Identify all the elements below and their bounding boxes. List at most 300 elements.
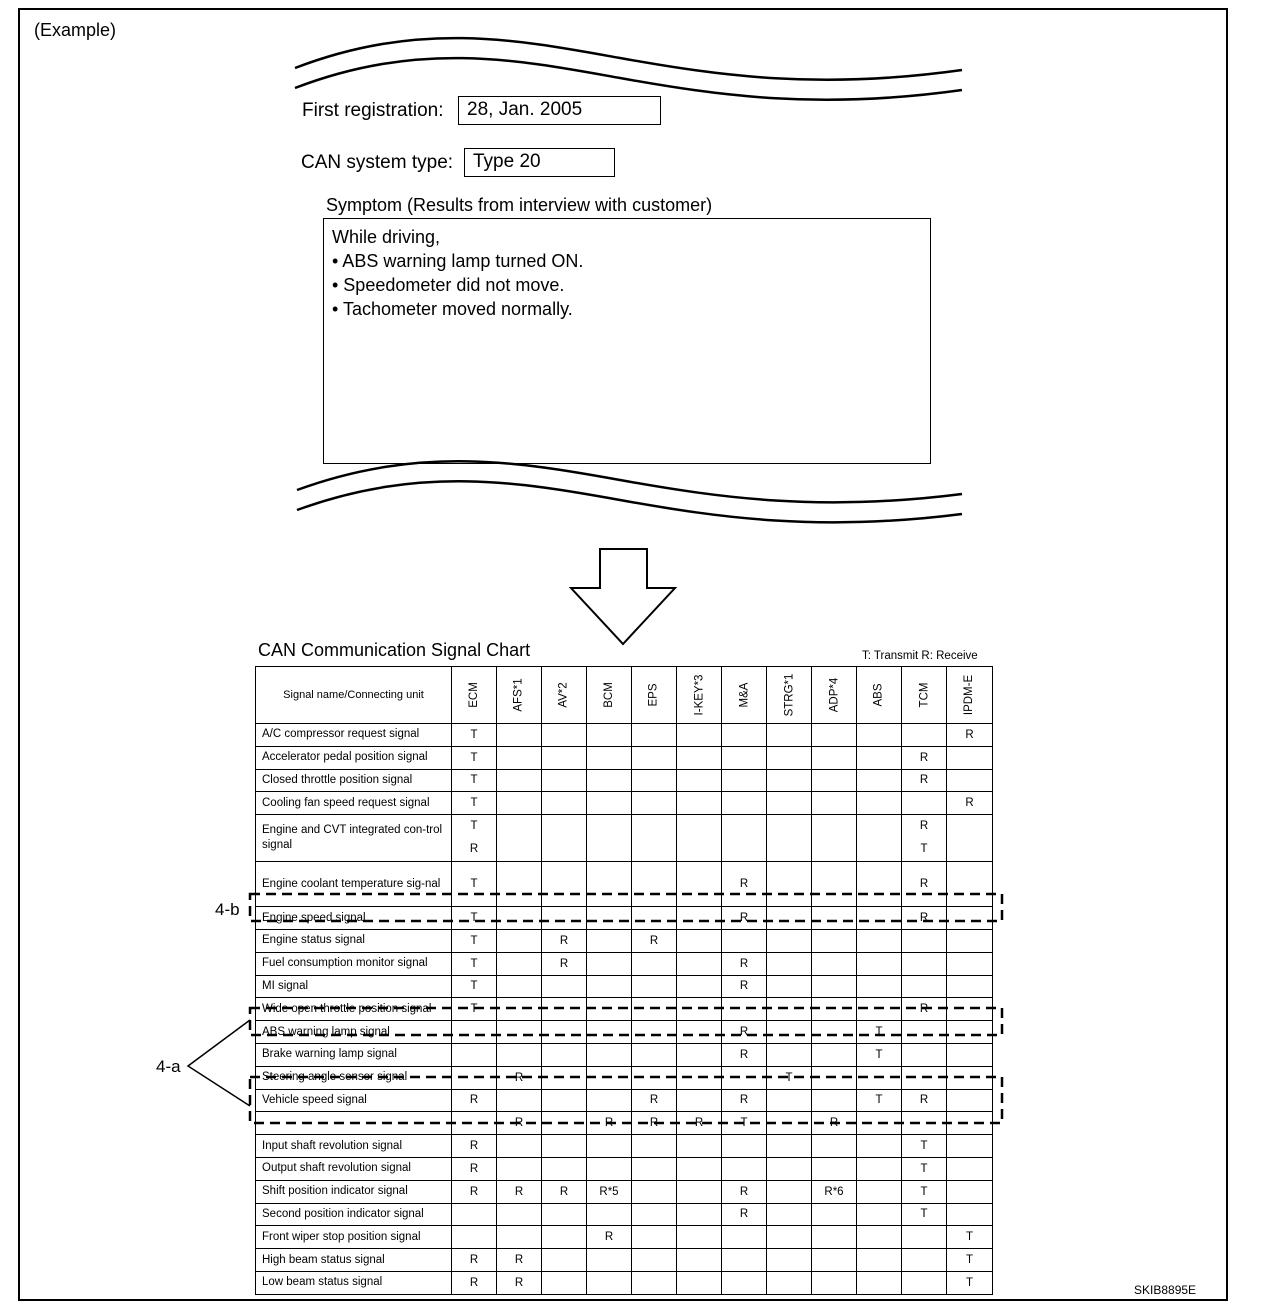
- signal-cell: [902, 1043, 947, 1066]
- can-system-value: Type 20: [464, 148, 615, 177]
- unit-label: STRG*1: [782, 673, 795, 717]
- signal-name-cell: Engine status signal: [256, 929, 452, 952]
- signal-cell: [767, 907, 812, 930]
- signal-cell: [722, 998, 767, 1021]
- signal-cell: [902, 1249, 947, 1272]
- header-unit: [452, 667, 497, 724]
- signal-cell: [902, 929, 947, 952]
- signal-cell: [632, 792, 677, 815]
- signal-cell: [767, 746, 812, 769]
- annotation-4b: 4-b: [215, 900, 240, 919]
- signal-cell: [677, 769, 722, 792]
- signal-cell: R: [452, 1249, 497, 1272]
- signal-cell: [812, 1203, 857, 1226]
- signal-cell: [812, 1135, 857, 1158]
- signal-cell: [677, 862, 722, 907]
- signal-cell: [767, 998, 812, 1021]
- signal-cell: [722, 1157, 767, 1180]
- signal-cell: [587, 1043, 632, 1066]
- signal-cell: R: [722, 952, 767, 975]
- header-unit: [677, 667, 722, 724]
- symptom-label: Symptom (Results from interview with customer): [326, 195, 713, 215]
- signal-cell: [947, 1021, 993, 1044]
- signal-cell: R: [722, 975, 767, 998]
- signal-cell: [587, 792, 632, 815]
- signal-cell: [767, 815, 812, 862]
- table-row: [256, 815, 993, 862]
- signal-cell: [677, 1180, 722, 1203]
- signal-cell: R: [452, 1180, 497, 1203]
- signal-cell: [497, 724, 542, 747]
- signal-cell: [452, 1203, 497, 1226]
- symptom-line: • ABS warning lamp turned ON.: [332, 251, 584, 271]
- signal-cell: [677, 1043, 722, 1066]
- signal-cell: [542, 815, 587, 862]
- unit-label: ADP*4: [828, 677, 840, 713]
- signal-cell: [902, 975, 947, 998]
- signal-cell: [722, 929, 767, 952]
- signal-cell: T: [902, 1135, 947, 1158]
- signal-cell: R: [497, 1066, 542, 1089]
- example-label: (Example): [34, 20, 117, 40]
- signal-cell: T: [947, 1226, 993, 1249]
- header-unit: [722, 667, 767, 724]
- signal-cell: [677, 1157, 722, 1180]
- signal-cell: [677, 907, 722, 930]
- signal-cell: R: [632, 929, 677, 952]
- signal-cell: [632, 1226, 677, 1249]
- signal-cell: [767, 1043, 812, 1066]
- signal-cell: [902, 1021, 947, 1044]
- signal-cell: [722, 769, 767, 792]
- signal-cell: [812, 769, 857, 792]
- signal-cell: R: [542, 929, 587, 952]
- signal-name-cell: Output shaft revolution signal: [256, 1157, 452, 1180]
- signal-cell: [767, 724, 812, 747]
- signal-cell: [812, 746, 857, 769]
- signal-cell: [677, 998, 722, 1021]
- signal-cell: [632, 746, 677, 769]
- signal-cell: R: [497, 1180, 542, 1203]
- signal-cell: [767, 1089, 812, 1112]
- signal-cell: T: [902, 1203, 947, 1226]
- signal-cell: [857, 952, 902, 975]
- signal-cell: [497, 975, 542, 998]
- signal-cell: [857, 792, 902, 815]
- signal-cell: [902, 724, 947, 747]
- signal-cell: [497, 907, 542, 930]
- table-body: [256, 724, 993, 1295]
- signal-cell: [857, 1180, 902, 1203]
- unit-label: AV*2: [557, 682, 570, 708]
- signal-cell: [677, 1271, 722, 1294]
- signal-cell: [767, 1135, 812, 1158]
- signal-cell: [722, 815, 767, 862]
- signal-cell: R*6: [812, 1180, 857, 1203]
- signal-cell: [812, 1157, 857, 1180]
- top-wave-1: [295, 38, 962, 80]
- unit-label: IPDM-E: [963, 674, 976, 716]
- signal-cell: [677, 952, 722, 975]
- signal-cell: [632, 1043, 677, 1066]
- signal-cell: [902, 792, 947, 815]
- signal-cell: [677, 1066, 722, 1089]
- signal-cell: [542, 1271, 587, 1294]
- signal-cell: [587, 907, 632, 930]
- signal-cell: [902, 1226, 947, 1249]
- signal-cell: [632, 952, 677, 975]
- signal-cell: [497, 1157, 542, 1180]
- signal-cell: [542, 769, 587, 792]
- signal-cell: [902, 1271, 947, 1294]
- signal-cell: [677, 1203, 722, 1226]
- unit-label: BCM: [603, 682, 615, 708]
- signal-cell: T: [452, 998, 497, 1021]
- signal-cell: [812, 1066, 857, 1089]
- signal-cell: [632, 1157, 677, 1180]
- signal-cell: R: [947, 724, 993, 747]
- signal-cell: [812, 929, 857, 952]
- signal-cell: [722, 1135, 767, 1158]
- header-unit: [857, 667, 902, 724]
- signal-name-cell: High beam status signal: [256, 1249, 452, 1272]
- signal-cell: T: [452, 952, 497, 975]
- signal-cell: [947, 952, 993, 975]
- signal-cell: [587, 975, 632, 998]
- signal-cell: [587, 1203, 632, 1226]
- table-row: [256, 862, 993, 907]
- signal-cell: R: [722, 1089, 767, 1112]
- signal-cell: [812, 1089, 857, 1112]
- table-row: [256, 998, 993, 1021]
- signal-cell: [632, 1066, 677, 1089]
- signal-cell: T: [452, 724, 497, 747]
- signal-cell: [587, 815, 632, 862]
- signal-cell: [947, 929, 993, 952]
- signal-name-cell: Engine speed signal: [256, 907, 452, 930]
- signal-cell: [677, 1021, 722, 1044]
- table-row: [256, 1043, 993, 1066]
- signal-cell: R: [722, 1180, 767, 1203]
- bottom-wave-1: [297, 461, 962, 502]
- signal-cell: [947, 1066, 993, 1089]
- signal-cell: [857, 998, 902, 1021]
- signal-cell: [497, 1226, 542, 1249]
- table-row: [256, 724, 993, 747]
- signal-cell: [587, 952, 632, 975]
- signal-cell: [947, 1180, 993, 1203]
- signal-cell: R: [812, 1112, 857, 1135]
- table-row: [256, 1157, 993, 1180]
- signal-cell: [542, 1066, 587, 1089]
- signal-name-cell: Engine and CVT integrated con-trol signal: [256, 815, 452, 862]
- signal-cell: [812, 907, 857, 930]
- signal-cell: [542, 1157, 587, 1180]
- signal-cell: [632, 724, 677, 747]
- table-row: [256, 746, 993, 769]
- signal-cell: [767, 929, 812, 952]
- signal-cell: [812, 998, 857, 1021]
- signal-cell: [632, 815, 677, 862]
- signal-cell: [677, 746, 722, 769]
- signal-cell: T: [857, 1089, 902, 1112]
- signal-cell: [497, 792, 542, 815]
- signal-cell: R: [902, 1089, 947, 1112]
- signal-cell: R: [722, 1043, 767, 1066]
- signal-cell: R: [542, 952, 587, 975]
- signal-cell: T: [722, 1112, 767, 1135]
- signal-cell: [632, 1249, 677, 1272]
- signal-cell: [587, 862, 632, 907]
- table-row: [256, 1066, 993, 1089]
- signal-cell: [812, 815, 857, 862]
- signal-cell: [542, 1135, 587, 1158]
- signal-cell: [677, 792, 722, 815]
- signal-name-cell: MI signal: [256, 975, 452, 998]
- signal-cell: R: [722, 1021, 767, 1044]
- signal-name-cell: Steering angle sensor signal: [256, 1066, 452, 1089]
- signal-cell: T: [452, 929, 497, 952]
- unit-label: I-KEY*3: [692, 674, 705, 716]
- header-signal-name: Signal name/Connecting unit: [256, 667, 452, 724]
- signal-cell: [497, 1089, 542, 1112]
- signal-cell: [542, 1021, 587, 1044]
- signal-cell: T R: [452, 815, 497, 862]
- signal-cell: [857, 975, 902, 998]
- signal-cell: [857, 1112, 902, 1135]
- signal-cell: [497, 998, 542, 1021]
- signal-cell: [587, 769, 632, 792]
- signal-cell: [812, 1021, 857, 1044]
- signal-cell: [587, 1066, 632, 1089]
- header-unit: [587, 667, 632, 724]
- signal-cell: [857, 1203, 902, 1226]
- signal-cell: R: [947, 792, 993, 815]
- signal-cell: R T: [902, 815, 947, 862]
- signal-cell: [767, 792, 812, 815]
- signal-cell: [542, 998, 587, 1021]
- signal-cell: [947, 1203, 993, 1226]
- signal-cell: T: [452, 975, 497, 998]
- signal-cell: [452, 1066, 497, 1089]
- signal-name-cell: Front wiper stop position signal: [256, 1226, 452, 1249]
- signal-cell: [677, 724, 722, 747]
- signal-cell: R: [452, 1157, 497, 1180]
- signal-cell: [767, 1157, 812, 1180]
- signal-cell: [587, 1089, 632, 1112]
- signal-cell: [722, 724, 767, 747]
- signal-cell: [857, 862, 902, 907]
- down-arrow: [571, 549, 675, 644]
- signal-cell: [812, 1249, 857, 1272]
- signal-cell: [632, 1203, 677, 1226]
- table-row: [256, 1180, 993, 1203]
- unit-label: ECM: [468, 682, 480, 708]
- signal-cell: [947, 1043, 993, 1066]
- signal-cell: [812, 724, 857, 747]
- signal-cell: [542, 907, 587, 930]
- unit-label: EPS: [647, 683, 660, 707]
- signal-cell: [812, 862, 857, 907]
- table-row: [256, 952, 993, 975]
- unit-label: TCM: [917, 682, 930, 708]
- signal-name-cell: Fuel consumption monitor signal: [256, 952, 452, 975]
- table-row: [256, 1271, 993, 1294]
- signal-cell: [812, 975, 857, 998]
- signal-name-cell: Closed throttle position signal: [256, 769, 452, 792]
- signal-cell: [947, 998, 993, 1021]
- signal-cell: [542, 1249, 587, 1272]
- signal-cell: [902, 1112, 947, 1135]
- signal-cell: R: [452, 1271, 497, 1294]
- signal-cell: T: [452, 862, 497, 907]
- signal-cell: [947, 815, 993, 862]
- signal-cell: [857, 1249, 902, 1272]
- signal-cell: [632, 998, 677, 1021]
- table-row: [256, 1203, 993, 1226]
- signal-cell: [902, 952, 947, 975]
- signal-cell: [497, 1021, 542, 1044]
- signal-cell: T: [902, 1180, 947, 1203]
- signal-cell: R: [587, 1226, 632, 1249]
- signal-cell: [677, 975, 722, 998]
- chart-legend: T: Transmit R: Receive: [862, 650, 978, 662]
- table-row: [256, 975, 993, 998]
- signal-cell: R: [632, 1089, 677, 1112]
- table-row: [256, 929, 993, 952]
- signal-name-cell: Low beam status signal: [256, 1271, 452, 1294]
- signal-cell: [722, 1066, 767, 1089]
- signal-cell: [767, 1271, 812, 1294]
- signal-cell: R: [902, 862, 947, 907]
- symptom-box: [323, 218, 931, 464]
- signal-cell: [587, 724, 632, 747]
- signal-cell: [947, 907, 993, 930]
- table-row: [256, 792, 993, 815]
- signal-cell: T: [857, 1043, 902, 1066]
- signal-cell: R: [902, 746, 947, 769]
- signal-cell: R: [902, 907, 947, 930]
- signal-cell: [947, 746, 993, 769]
- signal-cell: [812, 1043, 857, 1066]
- signal-cell: [632, 975, 677, 998]
- signal-cell: [812, 792, 857, 815]
- signal-cell: [632, 907, 677, 930]
- signal-cell: [857, 769, 902, 792]
- signal-cell: [767, 1112, 812, 1135]
- signal-cell: [632, 1180, 677, 1203]
- signal-cell: [947, 769, 993, 792]
- signal-cell: [767, 975, 812, 998]
- signal-cell: [947, 975, 993, 998]
- signal-cell: R: [452, 1135, 497, 1158]
- signal-name-cell: Input shaft revolution signal: [256, 1135, 452, 1158]
- table-row: [256, 769, 993, 792]
- signal-cell: R: [677, 1112, 722, 1135]
- signal-cell: [632, 769, 677, 792]
- signal-name-cell: Brake warning lamp signal: [256, 1043, 452, 1066]
- signal-cell: [452, 1112, 497, 1135]
- header-unit: [542, 667, 587, 724]
- table-header-row: [256, 667, 993, 724]
- signal-cell: [677, 815, 722, 862]
- signal-cell: [677, 929, 722, 952]
- header-unit: [632, 667, 677, 724]
- header-unit: [767, 667, 812, 724]
- registration-value: 28, Jan. 2005: [458, 96, 661, 125]
- signal-name-cell: Cooling fan speed request signal: [256, 792, 452, 815]
- signal-name-cell: Accelerator pedal position signal: [256, 746, 452, 769]
- table-row: [256, 1112, 993, 1135]
- symptom-line: • Tachometer moved normally.: [332, 299, 573, 319]
- signal-name-cell: [256, 1112, 452, 1135]
- signal-cell: [632, 862, 677, 907]
- signal-cell: T: [452, 769, 497, 792]
- signal-cell: [587, 929, 632, 952]
- signal-cell: [542, 746, 587, 769]
- signal-cell: [677, 1135, 722, 1158]
- signal-cell: R: [722, 907, 767, 930]
- signal-cell: R: [722, 862, 767, 907]
- signal-cell: [542, 792, 587, 815]
- signal-cell: [632, 1135, 677, 1158]
- signal-cell: [632, 1021, 677, 1044]
- table-row: [256, 1135, 993, 1158]
- table-row: [256, 1226, 993, 1249]
- signal-cell: [542, 862, 587, 907]
- symptom-line: • Speedometer did not move.: [332, 275, 565, 295]
- signal-cell: [767, 1203, 812, 1226]
- unit-label: AFS*1: [513, 678, 525, 712]
- header-unit: [902, 667, 947, 724]
- signal-cell: T: [857, 1021, 902, 1044]
- signal-name-cell: Wide open throttle position signal: [256, 998, 452, 1021]
- signal-cell: [947, 1112, 993, 1135]
- signal-cell: R: [542, 1180, 587, 1203]
- signal-cell: [542, 1226, 587, 1249]
- table-row: [256, 907, 993, 930]
- signal-cell: R: [587, 1112, 632, 1135]
- signal-cell: T: [452, 792, 497, 815]
- signal-cell: R: [902, 769, 947, 792]
- signal-cell: [497, 929, 542, 952]
- signal-cell: [587, 1157, 632, 1180]
- unit-label: ABS: [872, 683, 885, 707]
- unit-label: M&A: [737, 682, 750, 708]
- figure-code: SKIB8895E: [1134, 1283, 1197, 1297]
- signal-cell: [722, 1271, 767, 1294]
- symptom-line: While driving,: [332, 227, 441, 247]
- signal-cell: T: [452, 746, 497, 769]
- signal-cell: [812, 1226, 857, 1249]
- chart-title: CAN Communication Signal Chart: [258, 640, 531, 660]
- signal-cell: [452, 1226, 497, 1249]
- signal-cell: T: [947, 1249, 993, 1272]
- header-unit: [947, 667, 993, 724]
- signal-cell: [587, 998, 632, 1021]
- signal-cell: [947, 1089, 993, 1112]
- signal-cell: [677, 1089, 722, 1112]
- signal-cell: R: [497, 1112, 542, 1135]
- signal-cell: [857, 1271, 902, 1294]
- four-a-pointer: [188, 1020, 250, 1106]
- signal-cell: [497, 769, 542, 792]
- signal-cell: [542, 1112, 587, 1135]
- signal-name-cell: Second position indicator signal: [256, 1203, 452, 1226]
- signal-cell: [767, 1226, 812, 1249]
- signal-cell: [587, 1021, 632, 1044]
- signal-cell: [857, 1066, 902, 1089]
